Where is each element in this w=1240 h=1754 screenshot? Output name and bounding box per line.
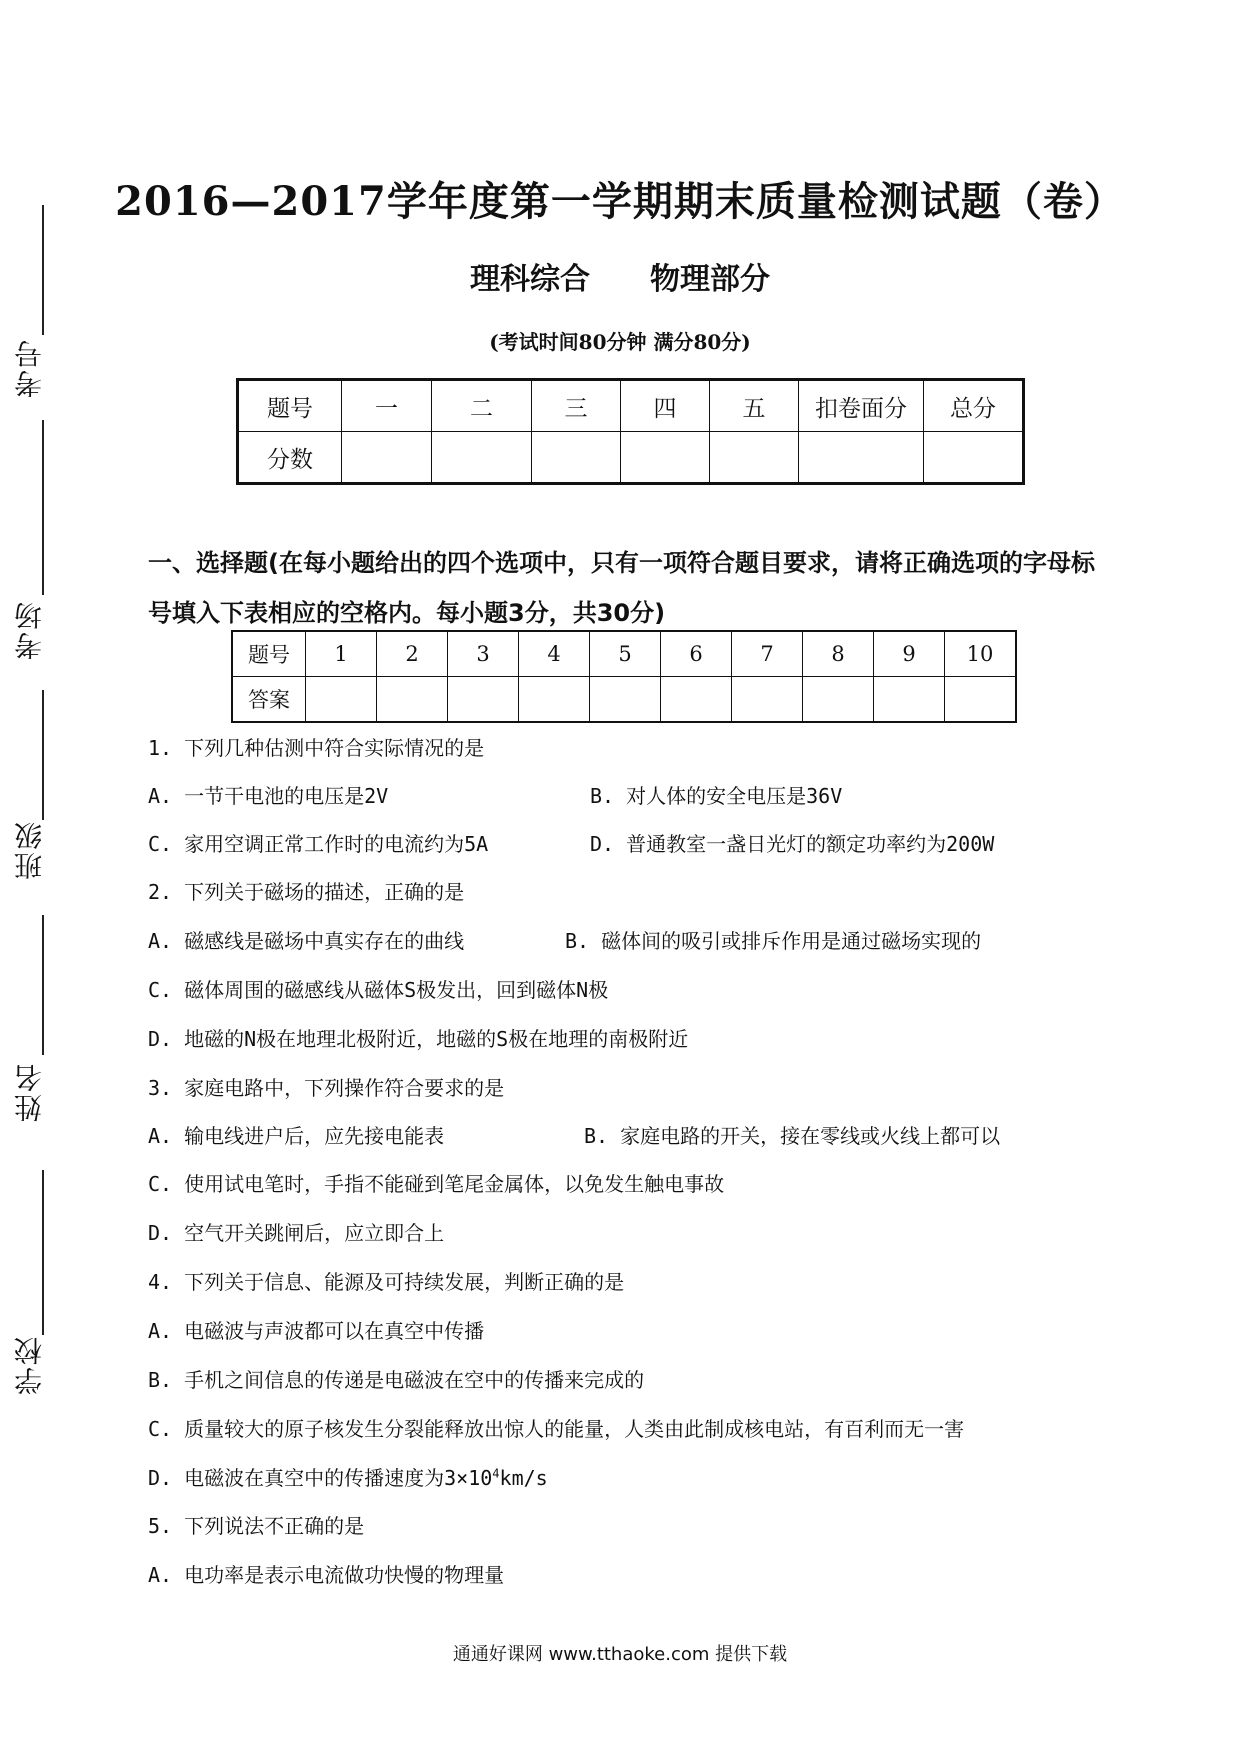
score-input-cell[interactable] bbox=[710, 432, 799, 484]
answer-input-cell[interactable] bbox=[519, 677, 590, 723]
answer-input-cell[interactable] bbox=[448, 677, 519, 723]
table-cell: 四 bbox=[621, 380, 710, 432]
exam-note: (考试时间80分钟 满分80分) bbox=[489, 330, 751, 354]
answer-input-cell[interactable] bbox=[306, 677, 377, 723]
question-3-option-d: D. 空气开关跳闸后，应立即合上 bbox=[148, 1221, 445, 1245]
subtitle-part2: 物理部分 bbox=[650, 262, 770, 297]
table-cell: 4 bbox=[519, 631, 590, 677]
table-cell: 三 bbox=[532, 380, 621, 432]
section-heading: 一、选择题(在每小题给出的四个选项中，只有一项符合题目要求，请将正确选项的字母标号填入下表相应的空格内。每小题3分，共30分) bbox=[148, 549, 1095, 627]
table-cell: 分数 bbox=[238, 432, 342, 484]
question-1-option-c: C. 家用空调正常工作时的电流约为5A bbox=[148, 832, 489, 856]
table-cell: 题号 bbox=[238, 380, 342, 432]
score-input-cell[interactable] bbox=[621, 432, 710, 484]
page-title: 2016—2017学年度第一学期期末质量检测试题（卷） bbox=[115, 178, 1125, 225]
answer-input-cell[interactable] bbox=[732, 677, 803, 723]
table-cell: 五 bbox=[710, 380, 799, 432]
exam-room-label: 考场 bbox=[13, 600, 46, 660]
question-2-option-d: D. 地磁的N极在地理北极附近，地磁的S极在地理的南极附近 bbox=[148, 1027, 689, 1051]
question-1-stem: 1. 下列几种估测中符合实际情况的是 bbox=[148, 736, 485, 760]
question-2-option-a: A. 磁感线是磁场中真实存在的曲线 bbox=[148, 929, 465, 953]
class-label: 班级 bbox=[13, 820, 46, 880]
unit: km/s bbox=[499, 1466, 548, 1490]
answer-input-cell[interactable] bbox=[874, 677, 945, 723]
table-cell: 6 bbox=[661, 631, 732, 677]
question-3-stem: 3. 家庭电路中，下列操作符合要求的是 bbox=[148, 1076, 505, 1100]
question-5-stem: 5. 下列说法不正确的是 bbox=[148, 1514, 365, 1538]
question-4-option-d bbox=[148, 1462, 548, 1491]
answer-input-cell[interactable] bbox=[945, 677, 1017, 723]
margin-line bbox=[42, 915, 44, 1055]
score-table bbox=[236, 378, 1025, 485]
footer-note: 通通好课网 www.tthaoke.com 提供下载 bbox=[452, 1644, 788, 1665]
question-3-option-a: A. 输电线进户后，应先接电能表 bbox=[148, 1124, 445, 1148]
score-input-cell[interactable] bbox=[532, 432, 621, 484]
table-row bbox=[238, 380, 1024, 432]
table-cell: 9 bbox=[874, 631, 945, 677]
table-cell: 8 bbox=[803, 631, 874, 677]
table-row bbox=[238, 432, 1024, 484]
question-2-stem: 2. 下列关于磁场的描述，正确的是 bbox=[148, 880, 465, 904]
subtitle bbox=[0, 254, 1240, 298]
table-cell: 7 bbox=[732, 631, 803, 677]
table-cell: 2 bbox=[377, 631, 448, 677]
margin-line bbox=[42, 690, 44, 820]
table-row bbox=[232, 677, 1016, 723]
question-4-option-c: C. 质量较大的原子核发生分裂能释放出惊人的能量，人类由此制成核电站，有百利而无一害 bbox=[148, 1417, 965, 1441]
question-2-option-b: B. 磁体间的吸引或排斥作用是通过磁场实现的 bbox=[565, 929, 982, 953]
question-3-option-b: B. 家庭电路的开关，接在零线或火线上都可以 bbox=[584, 1124, 1001, 1148]
table-cell: 二 bbox=[432, 380, 532, 432]
score-input-cell[interactable] bbox=[432, 432, 532, 484]
question-1-option-d: D. 普通教室一盏日光灯的额定功率约为200W bbox=[590, 832, 995, 856]
question-5-option-a: A. 电功率是表示电流做功快慢的物理量 bbox=[148, 1563, 505, 1587]
question-4-stem: 4. 下列关于信息、能源及可持续发展，判断正确的是 bbox=[148, 1270, 625, 1294]
table-cell: 总分 bbox=[924, 380, 1024, 432]
score-input-cell[interactable] bbox=[342, 432, 432, 484]
answer-input-cell[interactable] bbox=[661, 677, 732, 723]
name-label: 姓名 bbox=[13, 1062, 46, 1122]
exam-number-label: 考号 bbox=[13, 338, 46, 398]
table-cell: 5 bbox=[590, 631, 661, 677]
table-cell: 扣卷面分 bbox=[799, 380, 924, 432]
school-label: 学校 bbox=[13, 1335, 46, 1395]
subtitle-part1: 理科综合 bbox=[470, 262, 590, 297]
margin-line bbox=[42, 420, 44, 595]
question-1-option-b: B. 对人体的安全电压是36V bbox=[590, 784, 843, 808]
question-2-option-c: C. 磁体周围的磁感线从磁体S极发出，回到磁体N极 bbox=[148, 978, 609, 1002]
answer-table bbox=[231, 630, 1017, 723]
question-1-option-a: A. 一节干电池的电压是2V bbox=[148, 784, 389, 808]
table-cell: 10 bbox=[945, 631, 1017, 677]
table-cell: 一 bbox=[342, 380, 432, 432]
table-cell: 题号 bbox=[232, 631, 306, 677]
question-4-option-b: B. 手机之间信息的传递是电磁波在空中的传播来完成的 bbox=[148, 1368, 645, 1392]
margin-line bbox=[42, 1170, 44, 1335]
table-cell: 1 bbox=[306, 631, 377, 677]
score-input-cell[interactable] bbox=[799, 432, 924, 484]
option-d-text: D. 电磁波在真空中的传播速度为3×10 bbox=[148, 1466, 493, 1490]
table-cell: 3 bbox=[448, 631, 519, 677]
question-3-option-c: C. 使用试电笔时，手指不能碰到笔尾金属体，以免发生触电事故 bbox=[148, 1172, 725, 1196]
answer-input-cell[interactable] bbox=[803, 677, 874, 723]
table-cell: 答案 bbox=[232, 677, 306, 723]
answer-input-cell[interactable] bbox=[377, 677, 448, 723]
exponent: 4 bbox=[492, 1466, 500, 1481]
table-row bbox=[232, 631, 1016, 677]
question-4-option-a: A. 电磁波与声波都可以在真空中传播 bbox=[148, 1319, 485, 1343]
score-input-cell[interactable] bbox=[924, 432, 1024, 484]
answer-input-cell[interactable] bbox=[590, 677, 661, 723]
